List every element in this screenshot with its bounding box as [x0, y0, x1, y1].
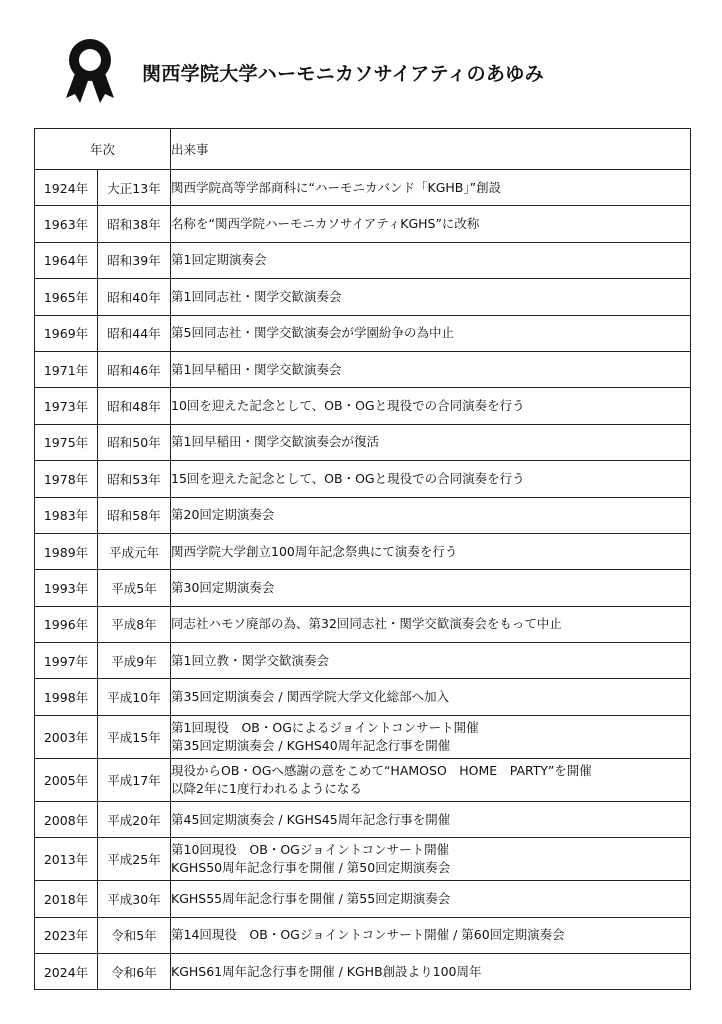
- table-row: [35, 838, 691, 881]
- year-cell: 1964年: [35, 242, 98, 278]
- event-text: 第1回早稲田・関学交歓演奏会が復活: [171, 434, 379, 450]
- table-row: [35, 170, 691, 206]
- event-text: 現役からOB・OGへ感謝の意をこめて“HAMOSO HOME PARTY”を開催: [171, 762, 592, 778]
- table-row: [35, 424, 691, 460]
- era-cell: 平成25年: [98, 838, 171, 881]
- year-cell: 2018年: [35, 881, 98, 917]
- era-cell: 昭和46年: [98, 351, 171, 387]
- era-cell: 平成20年: [98, 801, 171, 837]
- event-cell: [171, 170, 691, 206]
- era-cell: 平成9年: [98, 643, 171, 679]
- event-cell: [171, 917, 691, 953]
- year-cell: 1998年: [35, 679, 98, 715]
- event-text: 第35回定期演奏会 / KGHS40周年記念行事を開催: [171, 737, 451, 753]
- era-cell: 大正13年: [98, 170, 171, 206]
- event-text: KGHS50周年記念行事を開催 / 第50回定期演奏会: [171, 860, 451, 876]
- era-cell: 昭和38年: [98, 206, 171, 242]
- table-row: [35, 461, 691, 497]
- table-row: [35, 497, 691, 533]
- event-cell: [171, 351, 691, 387]
- header-event: 出来事: [171, 129, 691, 170]
- year-cell: 1983年: [35, 497, 98, 533]
- award-ribbon-icon: [62, 38, 118, 104]
- event-text: 関西学院高等学部商科に“ハーモニカバンド「KGHB」”創設: [171, 179, 502, 195]
- event-text: 第10回現役 OB・OGジョイントコンサート開催: [171, 842, 450, 858]
- event-text: 第5回同志社・関学交歓演奏会が学園紛争の為中止: [171, 325, 454, 341]
- year-cell: 1965年: [35, 279, 98, 315]
- year-cell: 2013年: [35, 838, 98, 881]
- event-cell: [171, 497, 691, 533]
- event-cell: [171, 533, 691, 569]
- era-cell: 昭和50年: [98, 424, 171, 460]
- year-cell: 1993年: [35, 570, 98, 606]
- era-cell: 平成30年: [98, 881, 171, 917]
- header-year: 年次: [35, 129, 171, 170]
- table-row: [35, 351, 691, 387]
- year-cell: 1997年: [35, 643, 98, 679]
- era-cell: 昭和53年: [98, 461, 171, 497]
- event-text: 第14回現役 OB・OGジョイントコンサート開催 / 第60回定期演奏会: [171, 927, 565, 943]
- event-cell: [171, 838, 691, 881]
- event-cell: [171, 881, 691, 917]
- table-row: [35, 570, 691, 606]
- table-row: [35, 279, 691, 315]
- era-cell: 平成5年: [98, 570, 171, 606]
- event-text: 同志社ハモソ廃部の為、第32回同志社・関学交歓演奏会をもって中止: [171, 616, 562, 632]
- event-cell: [171, 801, 691, 837]
- year-cell: 1924年: [35, 170, 98, 206]
- event-cell: [171, 206, 691, 242]
- table-row: [35, 606, 691, 642]
- era-cell: 令和6年: [98, 954, 171, 990]
- year-cell: 1971年: [35, 351, 98, 387]
- event-cell: [171, 279, 691, 315]
- year-cell: 1978年: [35, 461, 98, 497]
- table-header-row: [35, 129, 691, 170]
- year-cell: 1973年: [35, 388, 98, 424]
- event-cell: [171, 388, 691, 424]
- event-text: 以降2年に1度行われるようになる: [171, 780, 362, 796]
- table-row: [35, 643, 691, 679]
- event-text: 第30回定期演奏会: [171, 579, 275, 595]
- table-row: [35, 206, 691, 242]
- era-cell: 令和5年: [98, 917, 171, 953]
- page-header: [62, 38, 682, 108]
- era-cell: 昭和44年: [98, 315, 171, 351]
- history-table: [34, 128, 691, 990]
- event-text: KGHS61周年記念行事を開催 / KGHB創設より100周年: [171, 963, 482, 979]
- era-cell: 昭和39年: [98, 242, 171, 278]
- year-cell: 1989年: [35, 533, 98, 569]
- event-text: 第1回定期演奏会: [171, 252, 267, 268]
- year-cell: 1996年: [35, 606, 98, 642]
- table-row: [35, 388, 691, 424]
- event-text: 第20回定期演奏会: [171, 507, 275, 523]
- year-cell: 2023年: [35, 917, 98, 953]
- table-row: [35, 881, 691, 917]
- event-cell: [171, 570, 691, 606]
- era-cell: 昭和40年: [98, 279, 171, 315]
- era-cell: 平成10年: [98, 679, 171, 715]
- table-row: [35, 533, 691, 569]
- era-cell: 昭和48年: [98, 388, 171, 424]
- event-text: 第1回現役 OB・OGによるジョイントコンサート開催: [171, 719, 479, 735]
- event-cell: [171, 954, 691, 990]
- event-cell: [171, 424, 691, 460]
- event-text: KGHS55周年記念行事を開催 / 第55回定期演奏会: [171, 890, 451, 906]
- year-cell: 1963年: [35, 206, 98, 242]
- table-row: [35, 715, 691, 758]
- event-cell: [171, 242, 691, 278]
- table-row: [35, 758, 691, 801]
- era-cell: 平成17年: [98, 758, 171, 801]
- table-row: [35, 242, 691, 278]
- event-text: 第1回同志社・関学交歓演奏会: [171, 288, 342, 304]
- event-cell: [171, 758, 691, 801]
- year-cell: 1969年: [35, 315, 98, 351]
- event-cell: [171, 715, 691, 758]
- era-cell: 平成8年: [98, 606, 171, 642]
- event-text: 名称を“関西学院ハーモニカソサイアティKGHS”に改称: [171, 216, 480, 232]
- event-text: 第45回定期演奏会 / KGHS45周年記念行事を開催: [171, 811, 451, 827]
- year-cell: 2003年: [35, 715, 98, 758]
- table-row: [35, 801, 691, 837]
- event-cell: [171, 315, 691, 351]
- table-row: [35, 917, 691, 953]
- table-row: [35, 315, 691, 351]
- event-text: 15回を迎えた記念として、OB・OGと現役での合同演奏を行う: [171, 470, 525, 486]
- event-text: 第35回定期演奏会 / 関西学院大学文化総部へ加入: [171, 689, 450, 705]
- event-text: 関西学院大学創立100周年記念祭典にて演奏を行う: [171, 543, 458, 559]
- event-text: 第1回早稲田・関学交歓演奏会: [171, 361, 342, 377]
- event-cell: [171, 606, 691, 642]
- year-cell: 1975年: [35, 424, 98, 460]
- event-cell: [171, 679, 691, 715]
- era-cell: 平成元年: [98, 533, 171, 569]
- history-table-body: [35, 170, 691, 990]
- event-text: 10回を迎えた記念として、OB・OGと現役での合同演奏を行う: [171, 398, 525, 414]
- page-title: 関西学院大学ハーモニカソサイアティのあゆみ: [142, 63, 544, 85]
- event-cell: [171, 461, 691, 497]
- year-cell: 2024年: [35, 954, 98, 990]
- year-cell: 2005年: [35, 758, 98, 801]
- era-cell: 平成15年: [98, 715, 171, 758]
- era-cell: 昭和58年: [98, 497, 171, 533]
- year-cell: 2008年: [35, 801, 98, 837]
- table-row: [35, 679, 691, 715]
- event-text: 第1回立教・関学交歓演奏会: [171, 652, 329, 668]
- table-row: [35, 954, 691, 990]
- event-cell: [171, 643, 691, 679]
